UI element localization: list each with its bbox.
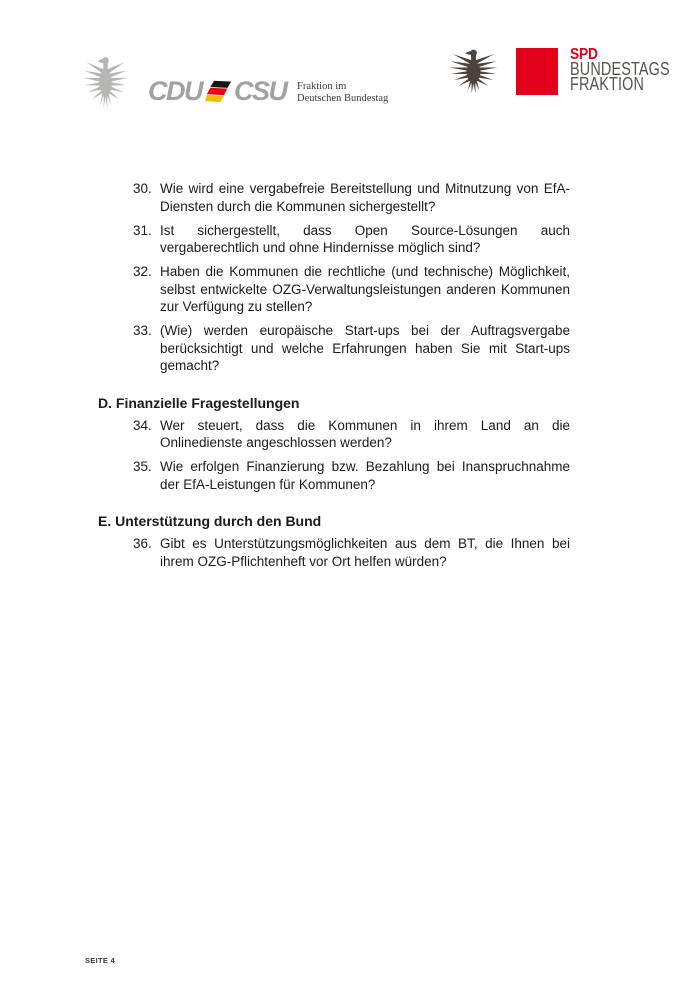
- cducsu-caption-line1: Fraktion im: [297, 81, 347, 92]
- question-item-31: [98, 222, 570, 257]
- question-text: Haben die Kommunen die rechtliche (und technische) Möglichkeit, selbst entwickelte OZG-Verwaltungsleistungen anderen Kommunen zur Verfügung zu stellen?: [160, 264, 570, 314]
- document-content: [98, 180, 570, 577]
- section-heading-d: D. Finanzielle Fragestellungen: [98, 394, 300, 411]
- cducsu-fraktion-logo: [148, 77, 287, 105]
- question-number: 34.: [133, 417, 152, 433]
- question-number: 33.: [133, 323, 152, 338]
- csu-wordmark: CSU: [234, 76, 287, 106]
- question-item-35: [98, 458, 570, 493]
- question-item-30: [98, 180, 570, 215]
- question-text: Wer steuert, dass die Kommunen in ihrem Land an die Onlinedienste angeschlossen werden?: [160, 417, 570, 450]
- spd-logo-line2: FRAKTION: [570, 74, 645, 94]
- question-text: Ist sichergestellt, dass Open Source-Lösungen auch vergaberechtlich und ohne Hindernisse möglich sind?: [160, 222, 570, 255]
- spd-red-square: [516, 48, 558, 95]
- question-text: Gibt es Unterstützungsmöglichkeiten aus dem BT, die Ihnen bei ihrem OZG-Pflichtenheft vor Ort helfen würden?: [160, 536, 570, 569]
- question-item-33: [98, 322, 570, 375]
- question-text: Wie erfolgen Finanzierung bzw. Bezahlung bei Inanspruchnahme der EfA-Leistungen für Kommunen?: [160, 459, 570, 492]
- cducsu-caption-line2: Deutschen Bundestag: [297, 92, 389, 104]
- question-number: 32.: [133, 264, 152, 279]
- question-number: 35.: [133, 459, 152, 474]
- question-item-34: [98, 417, 570, 452]
- spd-fraktion-logo: [570, 48, 695, 92]
- page-number-label: SEITE 4: [85, 956, 116, 965]
- page-footer: [85, 956, 115, 965]
- question-item-36: [98, 535, 570, 570]
- cdu-wordmark: CDU: [148, 76, 202, 106]
- section-heading-e: E. Unterstützung durch den Bund: [98, 513, 322, 529]
- bundestag-eagle-icon: [449, 47, 498, 96]
- question-number: 36.: [133, 536, 152, 551]
- question-number: 30.: [133, 181, 152, 196]
- question-text: Wie wird eine vergabefreie Bereitstellung und Mitnutzung von EfA-Diensten durch die Kommunen sichergestellt?: [160, 181, 570, 214]
- question-number: 31.: [133, 222, 152, 238]
- question-text: (Wie) werden europäische Start-ups bei der Auftragsvergabe berücksichtigt und welche Erfahrungen haben Sie mit Start-ups gemacht?: [160, 323, 570, 373]
- spd-wordmark: SPD: [570, 46, 598, 63]
- spd-logo-line1: BUNDESTAGS: [570, 59, 670, 79]
- cducsu-caption: [297, 81, 388, 104]
- bundestag-eagle-icon: [83, 54, 128, 111]
- german-flag-icon: [205, 79, 232, 104]
- question-item-32: [98, 263, 570, 316]
